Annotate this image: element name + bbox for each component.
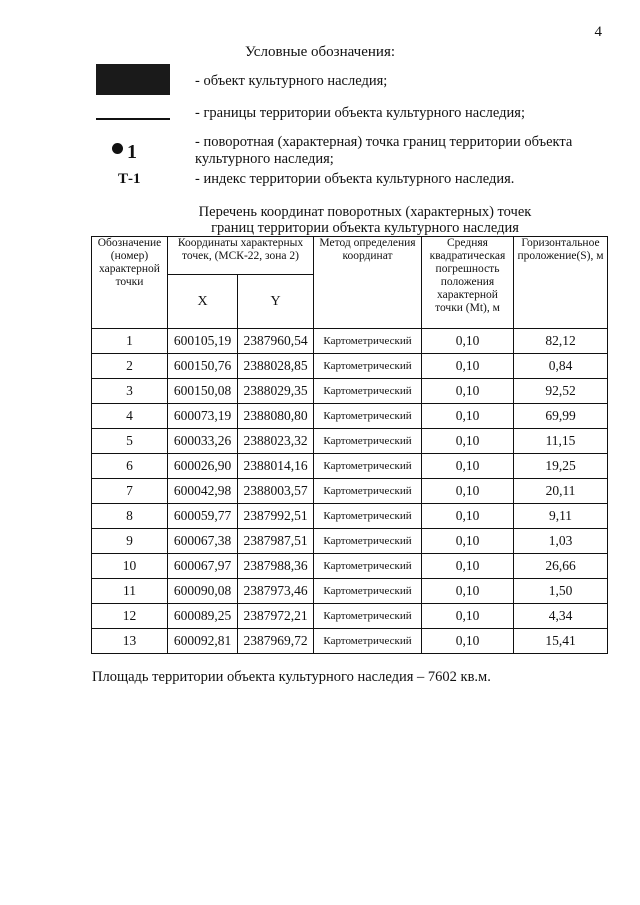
- cell-y: 2387969,72: [238, 629, 314, 654]
- table-row: [92, 354, 608, 379]
- cell-mean-error: 0,10: [422, 479, 514, 504]
- cell-x: 600073,19: [168, 404, 238, 429]
- table-row: [92, 529, 608, 554]
- legend-text-territory-index: - индекс территории объекта культурного наследия.: [195, 171, 515, 187]
- cell-mean-error: 0,10: [422, 454, 514, 479]
- turning-point-label: 1: [127, 141, 137, 163]
- cell-horizontal-distance: 1,03: [514, 529, 608, 554]
- area-note: Площадь территории объекта культурного наследия – 7602 кв.м.: [92, 669, 491, 685]
- table-title: [150, 204, 580, 236]
- cell-point-number: 7: [92, 479, 168, 504]
- cell-horizontal-distance: 0,84: [514, 354, 608, 379]
- cell-mean-error: 0,10: [422, 529, 514, 554]
- cell-method: Картометрический: [314, 554, 422, 579]
- cell-y: 2388003,57: [238, 479, 314, 504]
- cell-mean-error: 0,10: [422, 629, 514, 654]
- cell-horizontal-distance: 92,52: [514, 379, 608, 404]
- cell-y: 2388080,80: [238, 404, 314, 429]
- legend-text-heritage-object: - объект культурного наследия;: [195, 73, 388, 89]
- legend-symbol-boundary-line: [96, 118, 170, 120]
- cell-method: Картометрический: [314, 579, 422, 604]
- cell-horizontal-distance: 20,11: [514, 479, 608, 504]
- cell-y: 2388029,35: [238, 379, 314, 404]
- table-row: [92, 579, 608, 604]
- cell-x: 600059,77: [168, 504, 238, 529]
- table-title-line1: Перечень координат поворотных (характерных) точек: [198, 204, 532, 220]
- cell-point-number: 6: [92, 454, 168, 479]
- cell-mean-error: 0,10: [422, 329, 514, 354]
- cell-method: Картометрический: [314, 329, 422, 354]
- cell-x: 600067,38: [168, 529, 238, 554]
- cell-x: 600067,97: [168, 554, 238, 579]
- table-row: [92, 454, 608, 479]
- cell-y: 2388023,32: [238, 429, 314, 454]
- cell-y: 2387973,46: [238, 579, 314, 604]
- cell-method: Картометрический: [314, 454, 422, 479]
- cell-x: 600092,81: [168, 629, 238, 654]
- cell-y: 2387988,36: [238, 554, 314, 579]
- cell-horizontal-distance: 11,15: [514, 429, 608, 454]
- cell-horizontal-distance: 69,99: [514, 404, 608, 429]
- cell-y: 2387987,51: [238, 529, 314, 554]
- table-row: [92, 629, 608, 654]
- cell-point-number: 12: [92, 604, 168, 629]
- cell-method: Картометрический: [314, 404, 422, 429]
- legend-title: Условные обозначения:: [244, 44, 396, 60]
- cell-method: Картометрический: [314, 529, 422, 554]
- cell-mean-error: 0,10: [422, 554, 514, 579]
- cell-point-number: 10: [92, 554, 168, 579]
- table-row: [92, 504, 608, 529]
- cell-y: 2388014,16: [238, 454, 314, 479]
- cell-x: 600090,08: [168, 579, 238, 604]
- cell-mean-error: 0,10: [422, 379, 514, 404]
- cell-horizontal-distance: 4,34: [514, 604, 608, 629]
- cell-horizontal-distance: 82,12: [514, 329, 608, 354]
- cell-x: 600033,26: [168, 429, 238, 454]
- coordinates-table: [91, 236, 608, 654]
- cell-point-number: 1: [92, 329, 168, 354]
- legend-symbol-territory-index: Т-1: [118, 171, 141, 187]
- cell-mean-error: 0,10: [422, 604, 514, 629]
- cell-x: 600026,90: [168, 454, 238, 479]
- header-y: Y: [238, 275, 314, 329]
- legend-text-turning-point: - поворотная (характерная) точка границ территории объекта культурного наследия;: [195, 134, 573, 167]
- cell-mean-error: 0,10: [422, 354, 514, 379]
- table-row: [92, 379, 608, 404]
- cell-x: 600150,08: [168, 379, 238, 404]
- cell-x: 600105,19: [168, 329, 238, 354]
- point-dot-icon: [112, 143, 123, 154]
- legend-symbol-heritage-object: [96, 64, 170, 95]
- page-number: 4: [594, 24, 602, 40]
- cell-y: 2387992,51: [238, 504, 314, 529]
- header-point-number: Обозначение (номер) характерной точки: [92, 237, 168, 329]
- cell-mean-error: 0,10: [422, 579, 514, 604]
- cell-method: Картометрический: [314, 429, 422, 454]
- cell-method: Картометрический: [314, 629, 422, 654]
- cell-method: Картометрический: [314, 379, 422, 404]
- table-row: [92, 429, 608, 454]
- header-x: X: [168, 275, 238, 329]
- coordinates-table-body: [92, 329, 608, 654]
- cell-point-number: 8: [92, 504, 168, 529]
- table-title-line2: границ территории объекта культурного наследия: [211, 220, 519, 236]
- cell-mean-error: 0,10: [422, 404, 514, 429]
- cell-method: Картометрический: [314, 504, 422, 529]
- header-mean-error: Средняя квадратическая погрешность положения характерной точки (Mt), м: [422, 237, 514, 329]
- legend-text-boundary-line: - границы территории объекта культурного наследия;: [195, 105, 525, 121]
- table-row: [92, 404, 608, 429]
- legend-symbol-turning-point: [112, 138, 137, 166]
- cell-horizontal-distance: 1,50: [514, 579, 608, 604]
- cell-horizontal-distance: 19,25: [514, 454, 608, 479]
- cell-y: 2387960,54: [238, 329, 314, 354]
- cell-mean-error: 0,10: [422, 504, 514, 529]
- cell-point-number: 11: [92, 579, 168, 604]
- cell-mean-error: 0,10: [422, 429, 514, 454]
- cell-x: 600150,76: [168, 354, 238, 379]
- cell-point-number: 2: [92, 354, 168, 379]
- cell-horizontal-distance: 9,11: [514, 504, 608, 529]
- cell-horizontal-distance: 26,66: [514, 554, 608, 579]
- table-row: [92, 329, 608, 354]
- cell-method: Картометрический: [314, 604, 422, 629]
- cell-point-number: 5: [92, 429, 168, 454]
- header-method: Метод определения координат: [314, 237, 422, 329]
- cell-horizontal-distance: 15,41: [514, 629, 608, 654]
- cell-point-number: 9: [92, 529, 168, 554]
- cell-method: Картометрический: [314, 354, 422, 379]
- table-row: [92, 554, 608, 579]
- cell-x: 600089,25: [168, 604, 238, 629]
- cell-method: Картометрический: [314, 479, 422, 504]
- header-horizontal-distance: Горизонтальное проложение(S), м: [514, 237, 608, 329]
- table-row: [92, 604, 608, 629]
- cell-y: 2388028,85: [238, 354, 314, 379]
- table-row: [92, 479, 608, 504]
- cell-x: 600042,98: [168, 479, 238, 504]
- cell-y: 2387972,21: [238, 604, 314, 629]
- cell-point-number: 3: [92, 379, 168, 404]
- header-coordinates: Координаты характерных точек, (МСК-22, зона 2): [168, 237, 314, 275]
- cell-point-number: 13: [92, 629, 168, 654]
- cell-point-number: 4: [92, 404, 168, 429]
